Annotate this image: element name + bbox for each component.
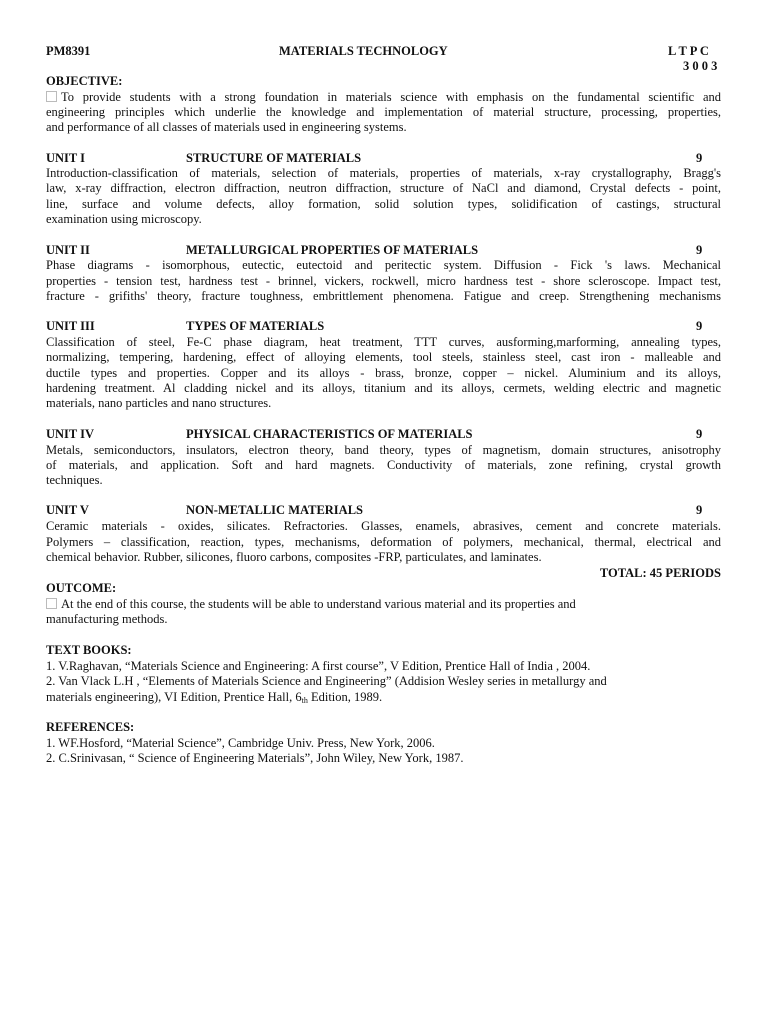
unit-4-line: techniques. xyxy=(46,473,103,487)
textbook-item: 2. Van Vlack L.H , “Elements of Materials Science and Engineering” (Addision Wesley series in metallurgy and xyxy=(46,674,607,688)
course-title: MATERIALS TECHNOLOGY xyxy=(279,44,448,58)
outcome-line: manufacturing methods. xyxy=(46,612,168,626)
objective-line: engineering principles which underlie the knowledge and implementation of material structure, processing, properties, xyxy=(46,105,721,119)
course-code: PM8391 xyxy=(46,44,91,58)
unit-1-title: STRUCTURE OF MATERIALS xyxy=(186,151,362,165)
references-heading: REFERENCES: xyxy=(46,720,135,734)
reference-item: 2. C.Srinivasan, “ Science of Engineering Materials”, John Wiley, New York, 1987. xyxy=(46,751,464,765)
unit-5-title: NON-METALLIC MATERIALS xyxy=(186,503,363,517)
unit-5-line: chemical behavior. Rubber, silicones, fluoro carbons, composites -FRP, particulates, and laminates. xyxy=(46,550,542,564)
unit-1-line: line, surface and volume defects, alloy formation, solid solution types, solidification of castings, structural xyxy=(46,197,721,211)
unit-2-number: UNIT II xyxy=(46,243,90,257)
unit-4-hours: 9 xyxy=(696,427,703,441)
unit-3-line: Classification of steel, Fe-C phase diagram, heat treatment, TTT curves, ausforming,marforming, annealing types, xyxy=(46,335,721,349)
unit-3-title: TYPES OF MATERIALS xyxy=(186,319,325,333)
unit-5-line: Polymers – classification, reaction, types, mechanisms, deformation of polymers, mechanical, thermal, electrical and xyxy=(46,535,721,549)
unit-5-line: Ceramic materials - oxides, silicates. Refractories. Glasses, enamels, abrasives, cement and concrete materials. xyxy=(46,519,721,533)
unit-4-line: of materials, and application. Soft and hard magnets. Conductivity of materials, zone refining, crystal growth xyxy=(46,458,721,472)
unit-2-line: Phase diagrams - isomorphous, eutectic, eutectoid and peritectic system. Diffusion - Fick 's laws. Mechanical xyxy=(46,258,721,272)
unit-1-number: UNIT I xyxy=(46,151,86,165)
total-periods: TOTAL: 45 PERIODS xyxy=(599,566,721,580)
unit-2-line: fracture - grifiths' theory, fracture toughness, embrittlement phenomena. Fatigue and creep. Strengthening mechanisms xyxy=(46,289,721,303)
outcome-line: At the end of this course, the students will be able to understand various material and its properties and xyxy=(46,597,576,612)
unit-2-line: properties - tension test, hardness test - brinnel, vickers, rockwell, micro hardness test - shore scleroscope. Impact test, xyxy=(46,274,721,288)
reference-item: 1. WF.Hosford, “Material Science”, Cambridge Univ. Press, New York, 2006. xyxy=(46,736,435,750)
unit-1-line: Introduction-classification of materials, selection of materials, properties of materials, x-ray crystallography, Bragg's xyxy=(46,166,721,180)
textbooks-heading: TEXT BOOKS: xyxy=(46,643,132,657)
unit-3-line: materials, nano particles and nano structures. xyxy=(46,396,272,410)
outcome-heading: OUTCOME: xyxy=(46,581,117,595)
unit-4-number: UNIT IV xyxy=(46,427,95,441)
unit-3-line: ductile types and properties. Copper and its alloys - brass, bronze, copper – nickel. Aluminium and its alloys, xyxy=(46,366,721,380)
unit-1-hours: 9 xyxy=(696,151,703,165)
unit-2-title: METALLURGICAL PROPERTIES OF MATERIALS xyxy=(186,243,479,257)
unit-3-number: UNIT III xyxy=(46,319,95,333)
unit-1-line: examination using microscopy. xyxy=(46,212,202,226)
objective-line: To provide students with a strong foundation in materials science with emphasis on the fundamental scientific and xyxy=(46,90,721,105)
unit-3-line: normalizing, tempering, hardening, effect of alloying elements, tool steels, stainless steel, cast iron - malleable and xyxy=(46,350,721,364)
bullet-box-icon xyxy=(46,598,57,609)
ltpc-values: 3 0 0 3 xyxy=(683,59,718,73)
unit-3-line: hardening treatment. Al cladding nickel and its alloys, titanium and its alloys, cermets, welding electric and magnetic xyxy=(46,381,721,395)
unit-1-line: law, x-ray diffraction, electron diffraction, neutron diffraction, structure of NaCl and diamond, Crystal defects - point, xyxy=(46,181,721,195)
textbook-item: materials engineering), VI Edition, Prentice Hall, $6_{th}$ Edition, 1989. xyxy=(46,690,383,705)
ltpc-label: L T P C xyxy=(668,44,709,58)
unit-5-hours: 9 xyxy=(696,503,703,517)
unit-3-hours: 9 xyxy=(696,319,703,333)
unit-5-number: UNIT V xyxy=(46,503,89,517)
unit-2-hours: 9 xyxy=(696,243,703,257)
objective-line: and performance of all classes of materials used in engineering systems. xyxy=(46,120,407,134)
unit-4-title: PHYSICAL CHARACTERISTICS OF MATERIALS xyxy=(186,427,473,441)
unit-4-line: Metals, semiconductors, insulators, electron theory, band theory, types of magnetism, domain structures, anisotrophy xyxy=(46,443,721,457)
textbook-item: 1. V.Raghavan, “Materials Science and Engineering: A first course”, V Edition, Prentice Hall of India , 2004. xyxy=(46,659,591,673)
objective-heading: OBJECTIVE: xyxy=(46,74,123,88)
bullet-box-icon xyxy=(46,91,57,102)
